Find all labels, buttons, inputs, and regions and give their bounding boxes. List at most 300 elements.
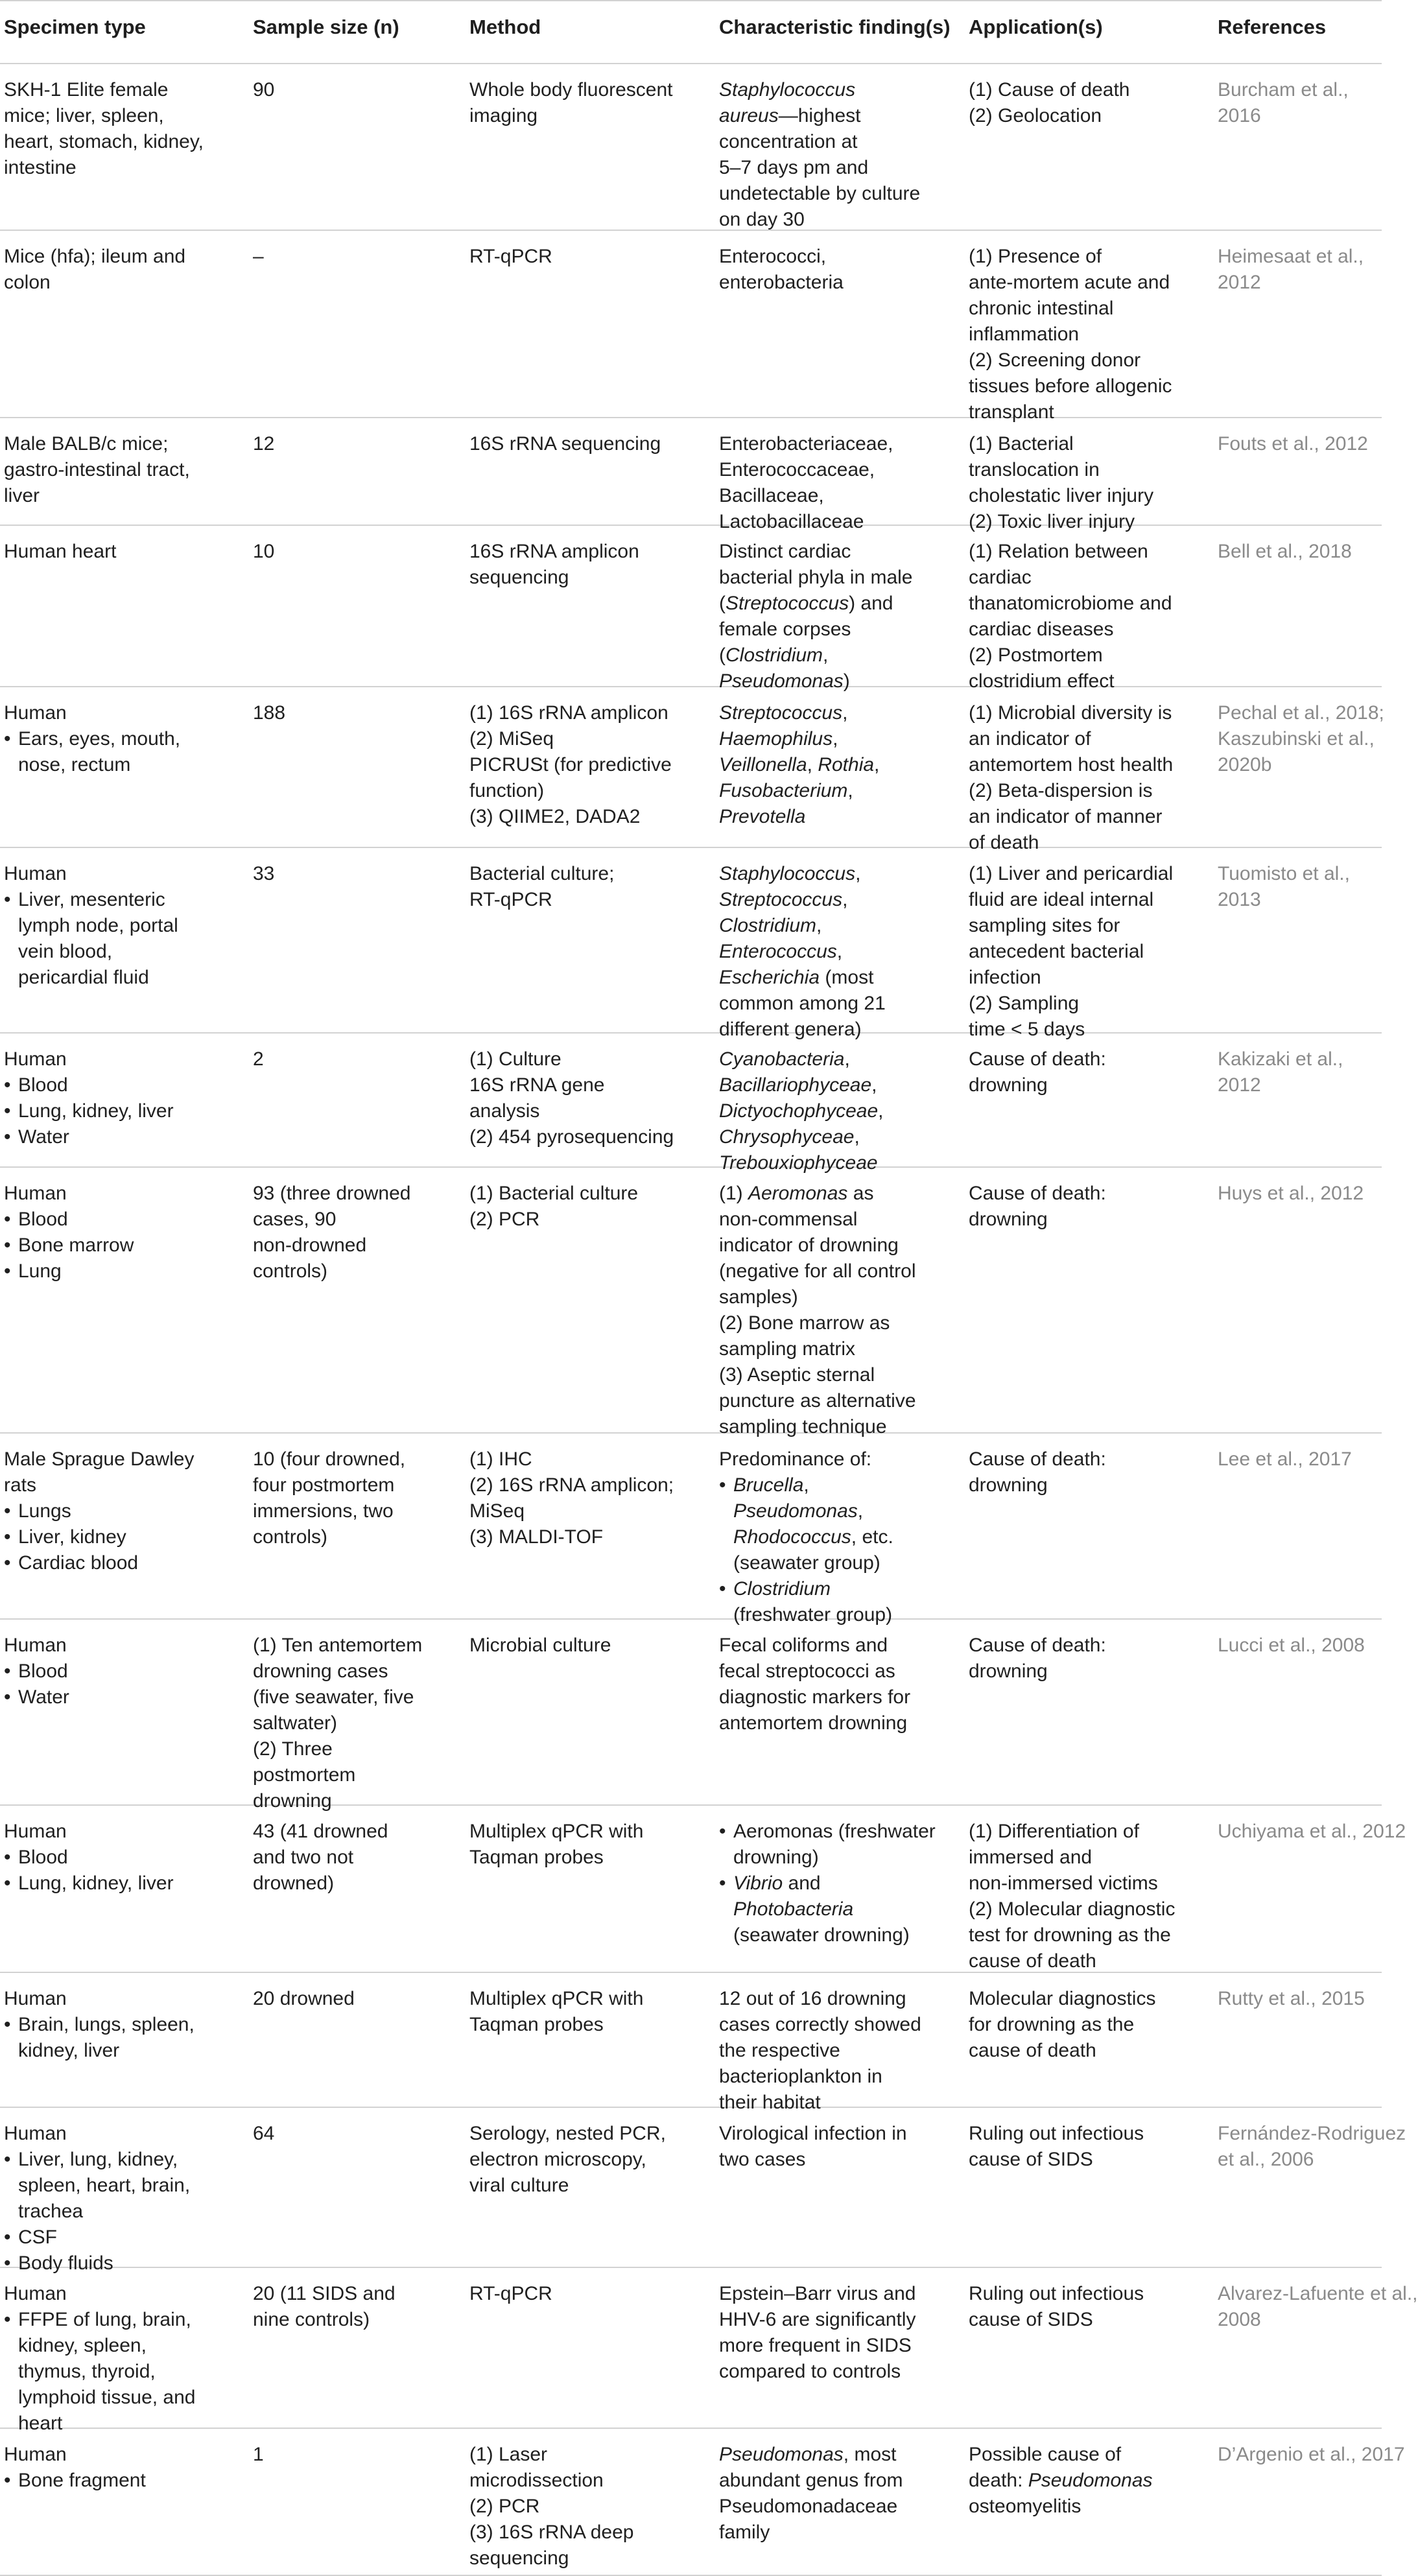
cell-line: drowned)	[253, 1873, 335, 1894]
cell-method	[469, 1181, 703, 1233]
cell-line: cholestatic liver injury	[969, 485, 1154, 506]
cell-line: Photobacteria	[733, 1898, 854, 1920]
table-body	[0, 64, 1418, 2576]
cell-line: kidney, spleen,	[18, 2335, 147, 2356]
cell-line: non-drowned	[253, 1235, 367, 1256]
cell-line: RT-qPCR	[469, 889, 552, 910]
cell-line: (2) MiSeq	[469, 728, 554, 750]
cell-line: (1) Microbial diversity is	[969, 702, 1172, 724]
cell-characteristic-findings	[719, 2442, 965, 2546]
cell-line: 2020b	[1218, 754, 1272, 775]
cell-line: Pseudomonadaceae	[719, 2496, 898, 2517]
cell-line: Whole body fluorescent	[469, 79, 673, 100]
cell-line: • CSF	[4, 2225, 234, 2251]
cell-line: • Blood	[4, 1845, 234, 1871]
cell-line: antemortem host health	[969, 754, 1174, 775]
cell-line: different genera)	[719, 1019, 862, 1040]
cell-line: • Liver, lung, kidney,	[4, 2147, 234, 2173]
cell-line: infection	[969, 967, 1041, 988]
cell-line: intestine	[4, 157, 77, 178]
header-specimen-type: Specimen type	[4, 16, 146, 38]
table-row	[0, 418, 1382, 532]
cell-characteristic-findings	[719, 700, 965, 830]
cell-line: Uchiyama et al., 2012	[1218, 1821, 1406, 1842]
cell-applications	[969, 244, 1202, 425]
cell-specimen-type	[4, 77, 234, 181]
cell-line: • Liver, mesenteric	[4, 887, 234, 913]
cell-line: of death	[969, 832, 1039, 853]
cell-line: osteomyelitis	[969, 2496, 1081, 2517]
cell-line: Burcham et al.,	[1218, 79, 1349, 100]
cell-references	[1218, 431, 1382, 457]
cell-line: MiSeq	[469, 1500, 525, 1522]
cell-line: function)	[469, 780, 545, 801]
cell-line: SKH-1 Elite female	[4, 79, 169, 100]
cell-line: • Water	[4, 1684, 234, 1710]
cell-line: inflammation	[969, 324, 1080, 345]
table-row	[0, 2429, 1405, 2576]
cell-sample-size	[253, 700, 441, 726]
cell-line: electron microscopy,	[469, 2149, 646, 2170]
cell-line: Pseudomonas,	[733, 1500, 864, 1522]
cell-line: • Liver, kidney	[4, 1524, 234, 1550]
cell-sample-size	[253, 2281, 441, 2333]
header-characteristic-findings: Characteristic finding(s)	[719, 16, 951, 38]
cell-applications	[969, 2442, 1202, 2520]
cell-method	[469, 1046, 703, 1150]
cell-line: (1) 16S rRNA amplicon	[469, 702, 668, 724]
cell-method	[469, 1819, 703, 1871]
cell-line: • FFPE of lung, brain,	[4, 2307, 234, 2333]
cell-line: undetectable by culture	[719, 183, 921, 204]
cell-line: Bacterial culture;	[469, 863, 615, 884]
cell-line: thymus, thyroid,	[18, 2361, 156, 2382]
cell-line: heart, stomach, kidney,	[4, 131, 204, 152]
cell-characteristic-findings	[719, 77, 965, 233]
cell-line: Multiplex qPCR with	[469, 1988, 644, 2009]
cell-line: Bacillariophyceae,	[719, 1074, 877, 1096]
cell-line: Male BALB/c mice;	[4, 433, 169, 455]
cell-line: family	[719, 2522, 770, 2543]
cell-line: 90	[253, 79, 275, 100]
cell-line: (seawater group)	[733, 1552, 880, 1574]
cell-line: Lucci et al., 2008	[1218, 1635, 1365, 1656]
cell-line: 20 drowned	[253, 1988, 355, 2009]
cell-line: Possible cause of	[969, 2444, 1122, 2465]
cell-line: lymph node, portal	[18, 915, 178, 936]
cell-line: antecedent bacterial	[969, 941, 1144, 962]
cell-line: 10 (four drowned,	[253, 1448, 406, 1470]
cell-line: 2013	[1218, 889, 1261, 910]
cell-line: thanatomicrobiome and	[969, 593, 1172, 614]
cell-line: (3) 16S rRNA deep	[469, 2522, 634, 2543]
cell-line: sampling technique	[719, 1416, 887, 1437]
cell-line: drowning cases	[253, 1660, 388, 1682]
cell-line: Mice (hfa); ileum and	[4, 246, 186, 267]
table-row	[0, 2108, 1406, 2274]
header-method: Method	[469, 16, 541, 38]
cell-line: (1) Cause of death	[969, 79, 1130, 100]
cell-method	[469, 1986, 703, 2038]
cell-line: an indicator of manner	[969, 806, 1163, 827]
cell-line: Tuomisto et al.,	[1218, 863, 1350, 884]
cell-line: female corpses	[719, 619, 851, 640]
cell-line: 188	[253, 702, 286, 724]
cell-line: Human	[4, 1988, 67, 2009]
cell-line: pericardial fluid	[18, 967, 149, 988]
cell-line: Human	[4, 863, 67, 884]
cell-specimen-type	[4, 539, 234, 565]
cell-line: on day 30	[719, 209, 805, 230]
cell-applications	[969, 1447, 1202, 1498]
cell-line: cause of death	[969, 2040, 1096, 2061]
cell-line: samples)	[719, 1286, 798, 1308]
cell-line: Rhodococcus, etc.	[733, 1526, 893, 1548]
table-row	[0, 687, 1384, 853]
cell-line: and two not	[253, 1847, 354, 1868]
cell-line: • Vibrio and	[719, 1871, 965, 1897]
cell-references	[1218, 1181, 1382, 1207]
cell-applications	[969, 1181, 1202, 1233]
cell-line: nine controls)	[253, 2309, 370, 2330]
cell-references	[1218, 1447, 1382, 1472]
cell-line: common among 21	[719, 993, 886, 1014]
cell-line: (1) Relation between	[969, 541, 1148, 562]
cell-line: drowning	[969, 1074, 1048, 1096]
cell-line: (1) Bacterial culture	[469, 1183, 639, 1204]
cell-line: Bacillaceae,	[719, 485, 824, 506]
cell-line: sequencing	[469, 2547, 569, 2569]
cell-line: diagnostic markers for	[719, 1686, 911, 1708]
cell-line: Streptococcus,	[719, 702, 848, 724]
cell-line: time < 5 days	[969, 1019, 1085, 1040]
cell-line: • Brucella,	[719, 1472, 965, 1498]
cell-line: • Bone fragment	[4, 2468, 234, 2494]
cell-line: cause of death	[969, 1950, 1096, 1972]
cell-line: Human	[4, 1821, 67, 1842]
cell-line: 10	[253, 541, 275, 562]
cell-line: (1) Ten antemortem	[253, 1635, 423, 1656]
cell-line: (2) Toxic liver injury	[969, 511, 1135, 532]
cell-line: (2) Screening donor	[969, 349, 1141, 371]
cell-line: heart	[18, 2413, 63, 2434]
cell-line: HHV-6 are significantly	[719, 2309, 916, 2330]
cell-specimen-type	[4, 1633, 234, 1710]
cell-line: Pechal et al., 2018;	[1218, 702, 1384, 724]
cell-line: (2) PCR	[469, 2496, 540, 2517]
cell-line: drowning	[253, 1790, 332, 1812]
cell-line: liver	[4, 485, 40, 506]
cell-line: Male Sprague Dawley	[4, 1448, 195, 1470]
cell-line: drowning	[969, 1474, 1048, 1496]
cell-references	[1218, 2442, 1405, 2468]
cell-references	[1218, 1633, 1382, 1659]
header-references: References	[1218, 16, 1327, 38]
cell-line: imaging	[469, 105, 538, 126]
cell-line: 2	[253, 1048, 264, 1070]
cell-line: Predominance of:	[719, 1448, 872, 1470]
cell-line: sequencing	[469, 567, 569, 588]
cell-specimen-type	[4, 700, 234, 778]
cell-line: Pseudomonas, most	[719, 2444, 897, 2465]
cell-line: tissues before allogenic	[969, 375, 1172, 397]
cell-specimen-type	[4, 244, 234, 296]
cell-line: 16S rRNA sequencing	[469, 433, 661, 455]
cell-line: PICRUSt (for predictive	[469, 754, 672, 775]
cell-line: (3) MALDI-TOF	[469, 1526, 604, 1548]
cell-characteristic-findings	[719, 861, 965, 1043]
table-row	[0, 526, 1382, 692]
cell-line: (2) Sampling	[969, 993, 1080, 1014]
cell-specimen-type	[4, 2281, 234, 2437]
cell-references	[1218, 1986, 1382, 2012]
cell-characteristic-findings	[719, 2281, 965, 2385]
cell-line: (3) QIIME2, DADA2	[469, 806, 641, 827]
cell-line: for drowning as the	[969, 2014, 1135, 2035]
cell-line: enterobacteria	[719, 272, 844, 293]
cell-method	[469, 2281, 703, 2307]
cell-method	[469, 2442, 703, 2571]
cell-line: Alvarez-Lafuente et al.,	[1218, 2283, 1418, 2304]
cell-line: cause of SIDS	[969, 2149, 1093, 2170]
cell-line: bacterial phyla in male	[719, 567, 913, 588]
cell-line: • Lung	[4, 1258, 234, 1284]
cell-line: et al., 2006	[1218, 2149, 1314, 2170]
cell-specimen-type	[4, 1181, 234, 1284]
cell-line: Taqman probes	[469, 2014, 604, 2035]
cell-line: Ruling out infectious	[969, 2123, 1144, 2144]
cell-line: more frequent in SIDS	[719, 2335, 912, 2356]
cell-line: 12	[253, 433, 275, 455]
cell-references	[1218, 1819, 1406, 1845]
cell-characteristic-findings	[719, 1046, 965, 1176]
cell-line: • Aeromonas (freshwater	[719, 1819, 965, 1845]
cell-line: viral culture	[469, 2175, 569, 2196]
cell-line: transplant	[969, 401, 1054, 423]
cell-line: Cause of death:	[969, 1635, 1106, 1656]
cell-line: Clostridium,	[719, 915, 822, 936]
cell-line: Human heart	[4, 541, 117, 562]
cell-references	[1218, 2121, 1406, 2173]
cell-line: (2) Bone marrow as	[719, 1312, 890, 1334]
cell-line: Kakizaki et al.,	[1218, 1048, 1343, 1070]
cell-line: Microbial culture	[469, 1635, 611, 1656]
cell-line: (Clostridium,	[719, 644, 829, 666]
cell-sample-size	[253, 1181, 441, 1284]
cell-applications	[969, 539, 1202, 694]
cell-sample-size	[253, 2442, 441, 2468]
table-row	[0, 2268, 1418, 2434]
cell-characteristic-findings	[719, 1447, 965, 1628]
cell-line: sampling matrix	[719, 1338, 856, 1360]
cell-line: RT-qPCR	[469, 246, 552, 267]
cell-line: spleen, heart, brain,	[18, 2175, 191, 2196]
cell-method	[469, 1633, 703, 1659]
cell-line: (1) Liver and pericardial	[969, 863, 1174, 884]
cell-line: lymphoid tissue, and	[18, 2387, 196, 2408]
cell-line: • Lung, kidney, liver	[4, 1871, 234, 1897]
cell-characteristic-findings	[719, 431, 965, 535]
cell-method	[469, 1447, 703, 1550]
cell-method	[469, 2121, 703, 2199]
cell-line: kidney, liver	[18, 2040, 120, 2061]
cell-line: Haemophilus,	[719, 728, 838, 750]
cell-line: clostridium effect	[969, 670, 1115, 692]
cell-sample-size	[253, 77, 441, 103]
cell-line: 2016	[1218, 105, 1261, 126]
cell-line: drowning)	[733, 1847, 819, 1868]
cell-line: Dictyochophyceae,	[719, 1100, 884, 1122]
cell-line: puncture as alternative	[719, 1390, 916, 1412]
cell-line: Human	[4, 1635, 67, 1656]
cell-line: Epstein–Barr virus and	[719, 2283, 916, 2304]
cell-line: sampling sites for	[969, 915, 1120, 936]
cell-line: Prevotella	[719, 806, 806, 827]
cell-specimen-type	[4, 1986, 234, 2064]
cell-line: drowning	[969, 1209, 1048, 1230]
cell-line: 20 (11 SIDS and	[253, 2283, 396, 2304]
cell-line: Lee et al., 2017	[1218, 1448, 1352, 1470]
cell-line: Fernández-Rodriguez	[1218, 2123, 1406, 2144]
cell-sample-size	[253, 1046, 441, 1072]
cell-specimen-type	[4, 1447, 234, 1576]
cell-line: 33	[253, 863, 275, 884]
cell-applications	[969, 861, 1202, 1043]
cell-references	[1218, 244, 1382, 296]
cell-applications	[969, 1986, 1202, 2064]
cell-line: two cases	[719, 2149, 806, 2170]
cell-specimen-type	[4, 861, 234, 991]
cell-references	[1218, 1046, 1382, 1098]
table-header-row	[0, 0, 1382, 64]
cell-line: 5–7 days pm and	[719, 157, 869, 178]
cell-line: Fusobacterium,	[719, 780, 853, 801]
cell-line: • Blood	[4, 1207, 234, 1233]
cell-line: Pseudomonas)	[719, 670, 850, 692]
cell-line: Taqman probes	[469, 1847, 604, 1868]
cell-line: (1) IHC	[469, 1448, 532, 1470]
table-row	[0, 1168, 1382, 1437]
cell-line: 43 (41 drowned	[253, 1821, 388, 1842]
cell-line: (freshwater group)	[733, 1604, 893, 1625]
cell-sample-size	[253, 1633, 441, 1814]
cell-method	[469, 431, 703, 457]
cell-line: Fecal coliforms and	[719, 1635, 888, 1656]
cell-line: • Lung, kidney, liver	[4, 1098, 234, 1124]
cell-line: aureus—highest	[719, 105, 861, 126]
cell-line: (2) Three	[253, 1738, 333, 1760]
cell-line: RT-qPCR	[469, 2283, 552, 2304]
cell-line: Fouts et al., 2012	[1218, 433, 1368, 455]
cell-line: analysis	[469, 1100, 540, 1122]
cell-line: • Clostridium	[719, 1576, 965, 1602]
cell-applications	[969, 1819, 1202, 1974]
cell-line: (2) 454 pyrosequencing	[469, 1126, 674, 1148]
cell-line: Human	[4, 2444, 67, 2465]
cell-line: • Water	[4, 1124, 234, 1150]
cell-sample-size	[253, 1819, 441, 1897]
cell-line: death: Pseudomonas	[969, 2470, 1153, 2491]
cell-line: (2) Geolocation	[969, 105, 1102, 126]
cell-applications	[969, 1046, 1202, 1098]
cell-sample-size	[253, 539, 441, 565]
cell-line: 93 (three drowned	[253, 1183, 411, 1204]
cell-line: immersed and	[969, 1847, 1093, 1868]
cell-line: Human	[4, 702, 67, 724]
cell-line: 2012	[1218, 1074, 1261, 1096]
cell-line: translocation in	[969, 459, 1100, 480]
cell-applications	[969, 431, 1202, 535]
cell-references	[1218, 2281, 1418, 2333]
cell-line: Trebouxiophyceae	[719, 1152, 878, 1174]
cell-line: Enterobacteriaceae,	[719, 433, 893, 455]
cell-applications	[969, 2121, 1202, 2173]
cell-line: • Body fluids	[4, 2251, 234, 2276]
cell-sample-size	[253, 1986, 441, 2012]
cell-line: test for drowning as the	[969, 1924, 1171, 1946]
cell-line: cases, 90	[253, 1209, 337, 1230]
cell-characteristic-findings	[719, 539, 965, 694]
cell-line: controls)	[253, 1260, 328, 1282]
cell-line: bacterioplankton in	[719, 2066, 882, 2087]
cell-line: • Bone marrow	[4, 1233, 234, 1258]
cell-characteristic-findings	[719, 1633, 965, 1736]
cell-line: concentration at	[719, 131, 858, 152]
table-row	[0, 848, 1382, 1040]
cell-line: saltwater)	[253, 1712, 338, 1734]
table-row	[0, 1434, 1382, 1625]
cell-line: the respective	[719, 2040, 840, 2061]
cell-line: (2) 16S rRNA amplicon;	[469, 1474, 674, 1496]
table-row	[0, 64, 1382, 231]
cell-method	[469, 244, 703, 270]
cell-line: Bell et al., 2018	[1218, 541, 1352, 562]
cell-line: (2) Molecular diagnostic	[969, 1898, 1176, 1920]
cell-characteristic-findings	[719, 2121, 965, 2173]
cell-line: Huys et al., 2012	[1218, 1183, 1364, 1204]
cell-references	[1218, 539, 1382, 565]
cell-characteristic-findings	[719, 1819, 965, 1948]
cell-line: 2012	[1218, 272, 1261, 293]
cell-line: Kaszubinski et al.,	[1218, 728, 1375, 750]
cell-method	[469, 539, 703, 591]
cell-line: Enterococcaceae,	[719, 459, 875, 480]
cell-line: (1) Aeromonas as	[719, 1183, 874, 1204]
cell-line: 64	[253, 2123, 275, 2144]
cell-sample-size	[253, 431, 441, 457]
header-sample-size: Sample size (n)	[253, 16, 399, 38]
cell-line: postmortem	[253, 1764, 356, 1786]
cell-line: vein blood,	[18, 941, 113, 962]
table-row	[0, 1806, 1406, 1973]
cell-applications	[969, 700, 1202, 856]
cell-references	[1218, 77, 1382, 129]
cell-line: Serology, nested PCR,	[469, 2123, 666, 2144]
table-row	[0, 1620, 1382, 1812]
cell-line: Cause of death:	[969, 1183, 1106, 1204]
cell-method	[469, 700, 703, 830]
cell-line: (2) Postmortem	[969, 644, 1103, 666]
cell-line: microdissection	[469, 2470, 604, 2491]
cell-line: chronic intestinal	[969, 298, 1114, 319]
cell-line: Virological infection in	[719, 2123, 907, 2144]
cell-line: (1) Differentiation of	[969, 1821, 1139, 1842]
cell-line: rats	[4, 1474, 37, 1496]
cell-line: Staphylococcus,	[719, 863, 861, 884]
cell-line: Chrysophyceae,	[719, 1126, 860, 1148]
cell-line: cardiac diseases	[969, 619, 1114, 640]
cell-line: (1) Presence of	[969, 246, 1102, 267]
